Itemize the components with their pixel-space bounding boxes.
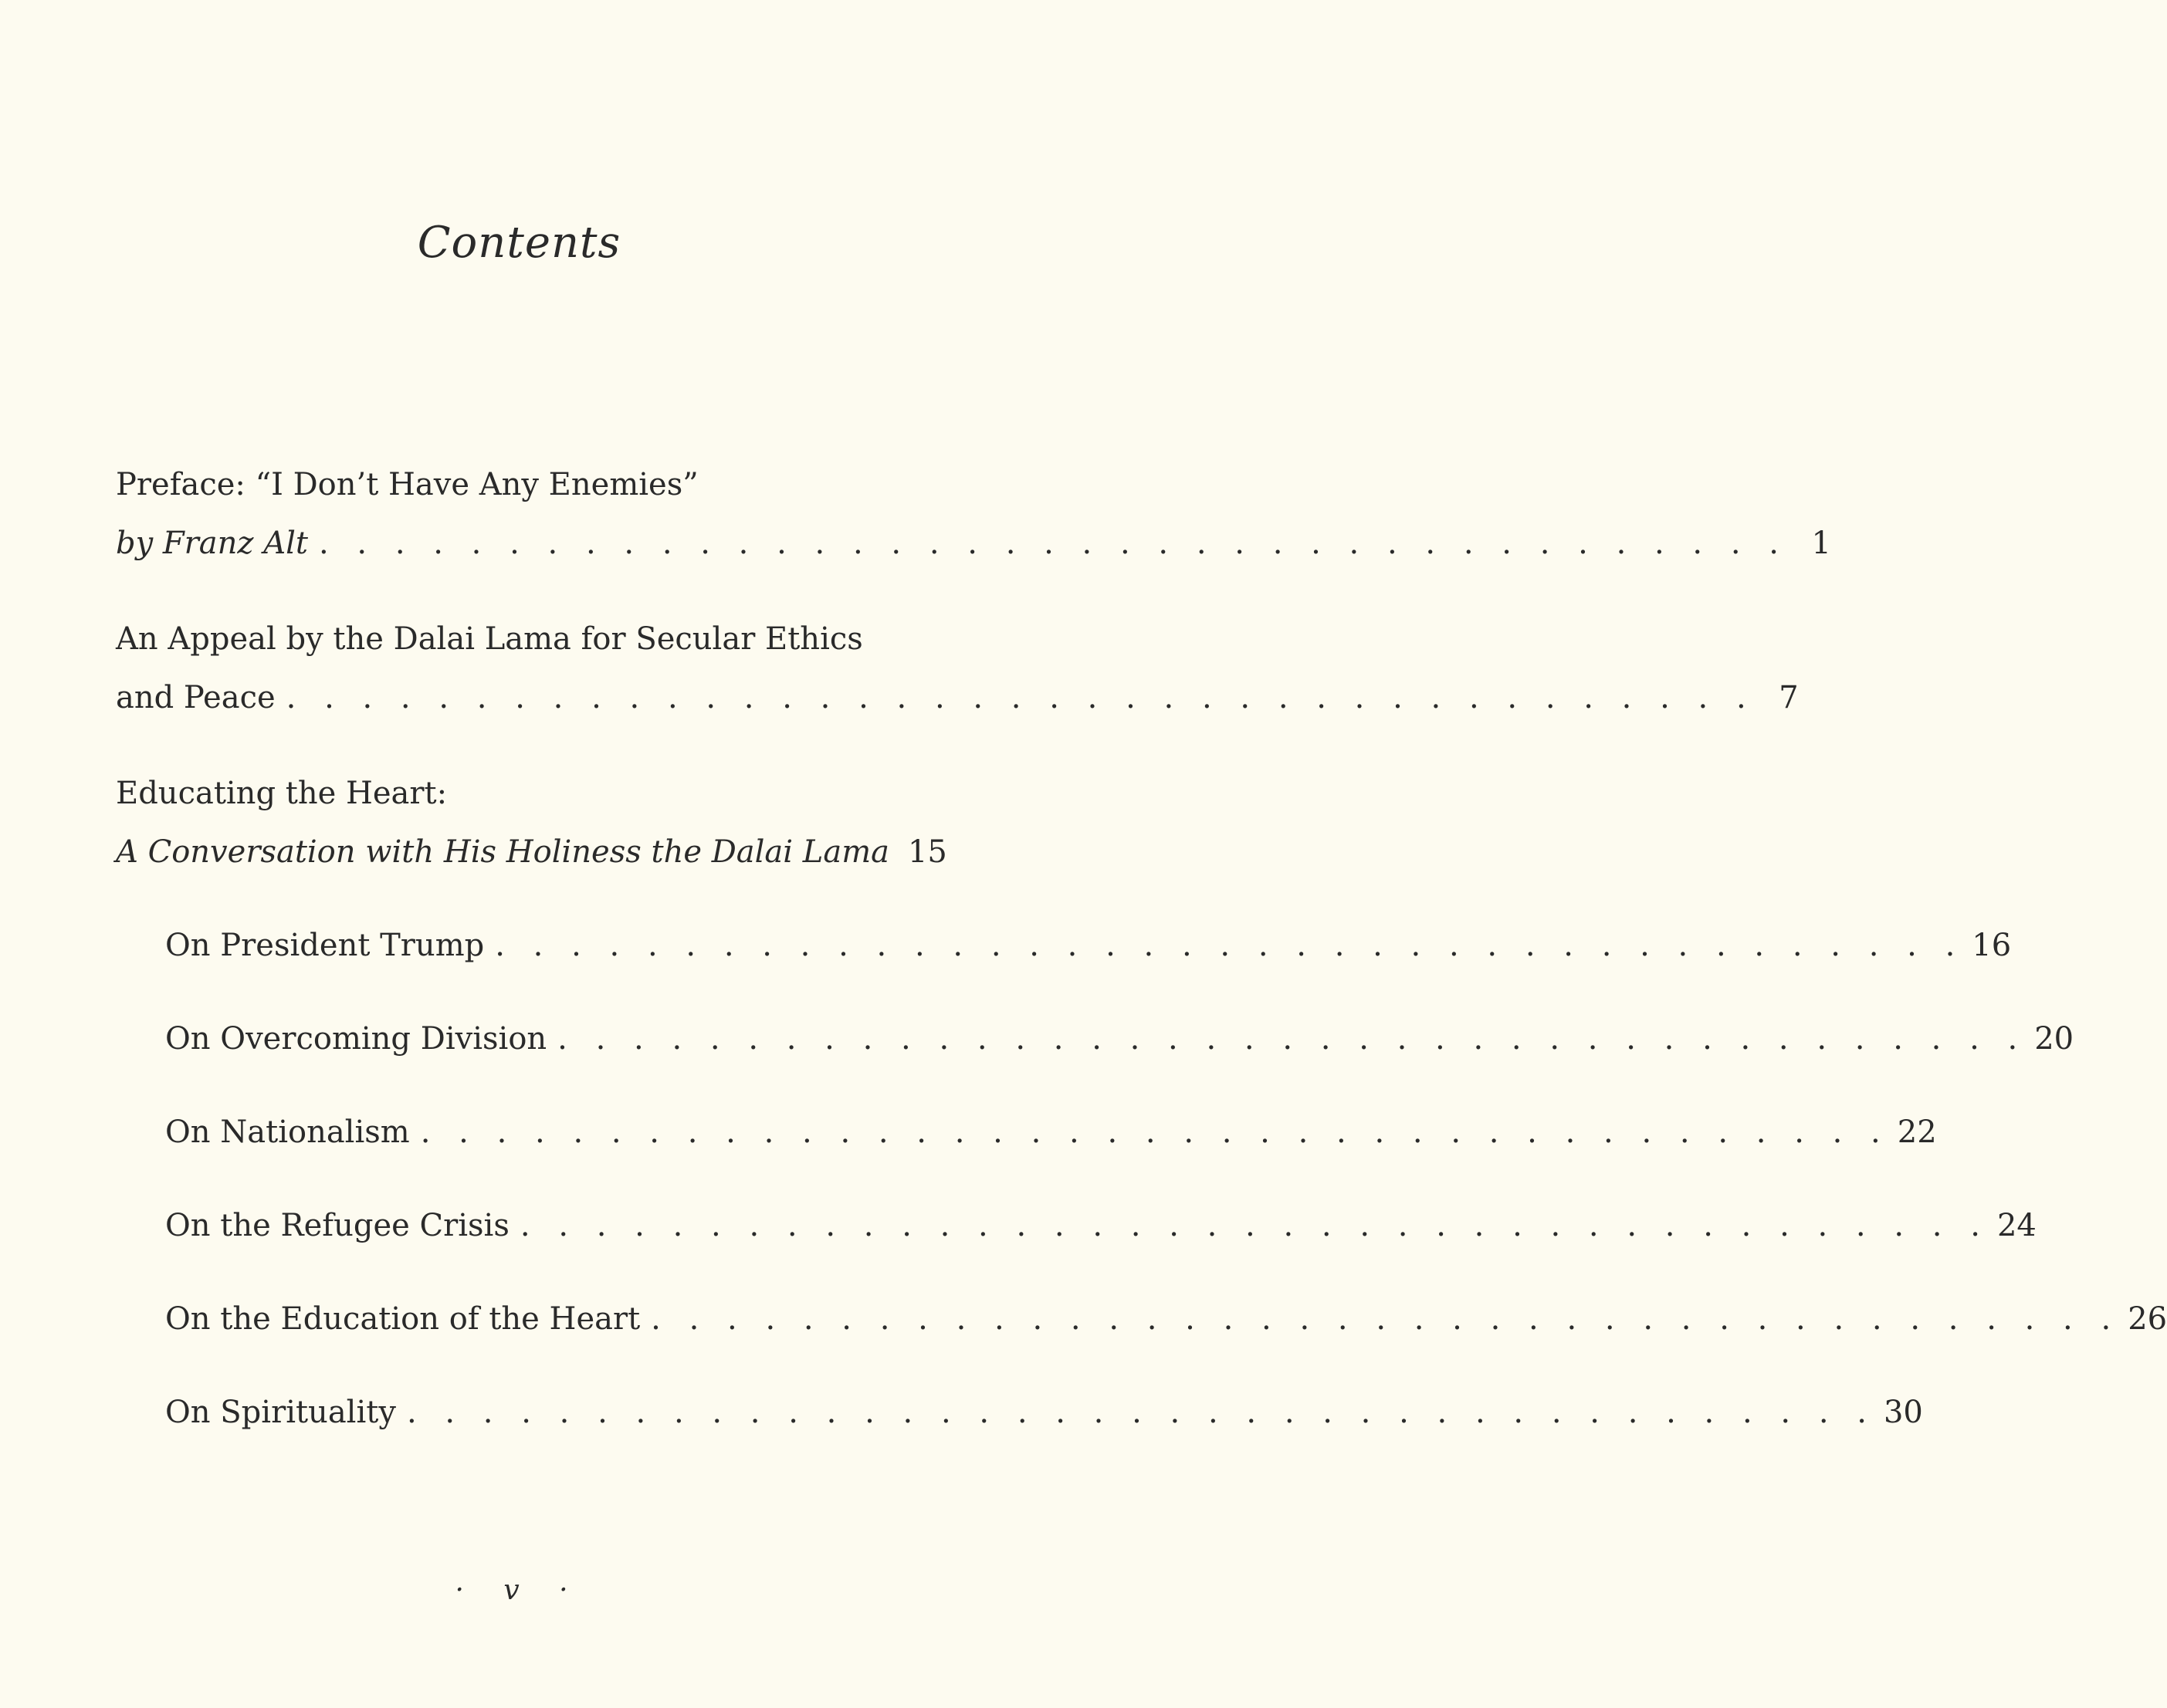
toc-entry-label: Preface: “I Don’t Have Any Enemies” xyxy=(116,467,699,502)
toc-subentry-label: On Overcoming Division xyxy=(165,1021,547,1057)
toc-page-number: 30 xyxy=(1883,1395,1923,1430)
toc-entry-appeal-line1 xyxy=(116,616,919,662)
toc-entry-subtitle: A Conversation with His Holiness the Dalai Lama xyxy=(116,834,889,870)
toc-subentry xyxy=(165,1296,2167,1342)
toc-entry-educating-line1 xyxy=(116,770,919,817)
leader-dots: . . . . . . . . . . . . . . . . . . . . . . . . . . . . . . . . . . . . . . . xyxy=(651,1301,2121,1337)
leader-dots: . . . . . . . . . . . . . . . . . . . . . . . . . . . . . . . . . . . . . . . xyxy=(318,526,1788,561)
toc-page-number: 24 xyxy=(1996,1208,2037,1243)
toc-entry-educating-line2 xyxy=(116,829,947,875)
toc-page-number: 26 xyxy=(2128,1301,2167,1337)
leader-dots: . . . . . . . . . . . . . . . . . . . . . . . . . . . . . . . . . . . . . . . xyxy=(286,680,1756,715)
leader-dots: . . . . . . . . . . . . . . . . . . . . . . . . . . . . . . . . . . . . . . . xyxy=(406,1395,1876,1430)
page-title: Contents xyxy=(417,218,621,268)
page-folio: · v · xyxy=(455,1574,584,1606)
leader-dots: . . . . . . . . . . . . . . . . . . . . . . . . . . . . . . . . . . . . . . . xyxy=(557,1021,2027,1057)
toc-page-number: 16 xyxy=(1972,928,2012,963)
toc-subentry xyxy=(165,1109,1937,1155)
toc-entry-label-cont: and Peace xyxy=(116,680,276,715)
toc-subentry xyxy=(165,1016,2074,1062)
toc-subentry xyxy=(165,922,2012,969)
toc-subentry-label: On Spirituality xyxy=(165,1395,396,1430)
leader-dots: . . . . . . . . . . . . . . . . . . . . . . . . . . . . . . . . . . . . . . . xyxy=(520,1208,1989,1243)
toc-page-number: 22 xyxy=(1897,1114,1937,1150)
toc-page-number: 7 xyxy=(1779,680,1799,715)
toc-entry-appeal-line2 xyxy=(116,675,1799,721)
toc-page-number: 1 xyxy=(1811,526,1831,561)
toc-subentry-label: On Nationalism xyxy=(165,1114,410,1150)
toc-subentry-label: On the Education of the Heart xyxy=(165,1301,641,1337)
toc-entry-label: An Appeal by the Dalai Lama for Secular Ethics xyxy=(116,621,863,657)
leader-dots: . . . . . . . . . . . . . . . . . . . . . . . . . . . . . . . . . . . . . . . xyxy=(495,928,1965,963)
toc-entry-author: by Franz Alt xyxy=(116,526,308,561)
toc-page-number: 15 xyxy=(907,834,947,870)
toc-page-number: 20 xyxy=(2034,1021,2074,1057)
toc-entry-label: Educating the Heart: xyxy=(116,776,448,811)
leader-dots: . . . . . . . . . . . . . . . . . . . . . . . . . . . . . . . . . . . . . . . xyxy=(420,1114,1890,1150)
toc-subentry-label: On President Trump xyxy=(165,928,485,963)
toc-entry-preface-line2 xyxy=(116,520,1831,567)
toc-entry-preface-line1 xyxy=(116,462,919,508)
toc-subentry xyxy=(165,1202,2037,1249)
toc-subentry xyxy=(165,1389,1923,1436)
toc-subentry-label: On the Refugee Crisis xyxy=(165,1208,510,1243)
